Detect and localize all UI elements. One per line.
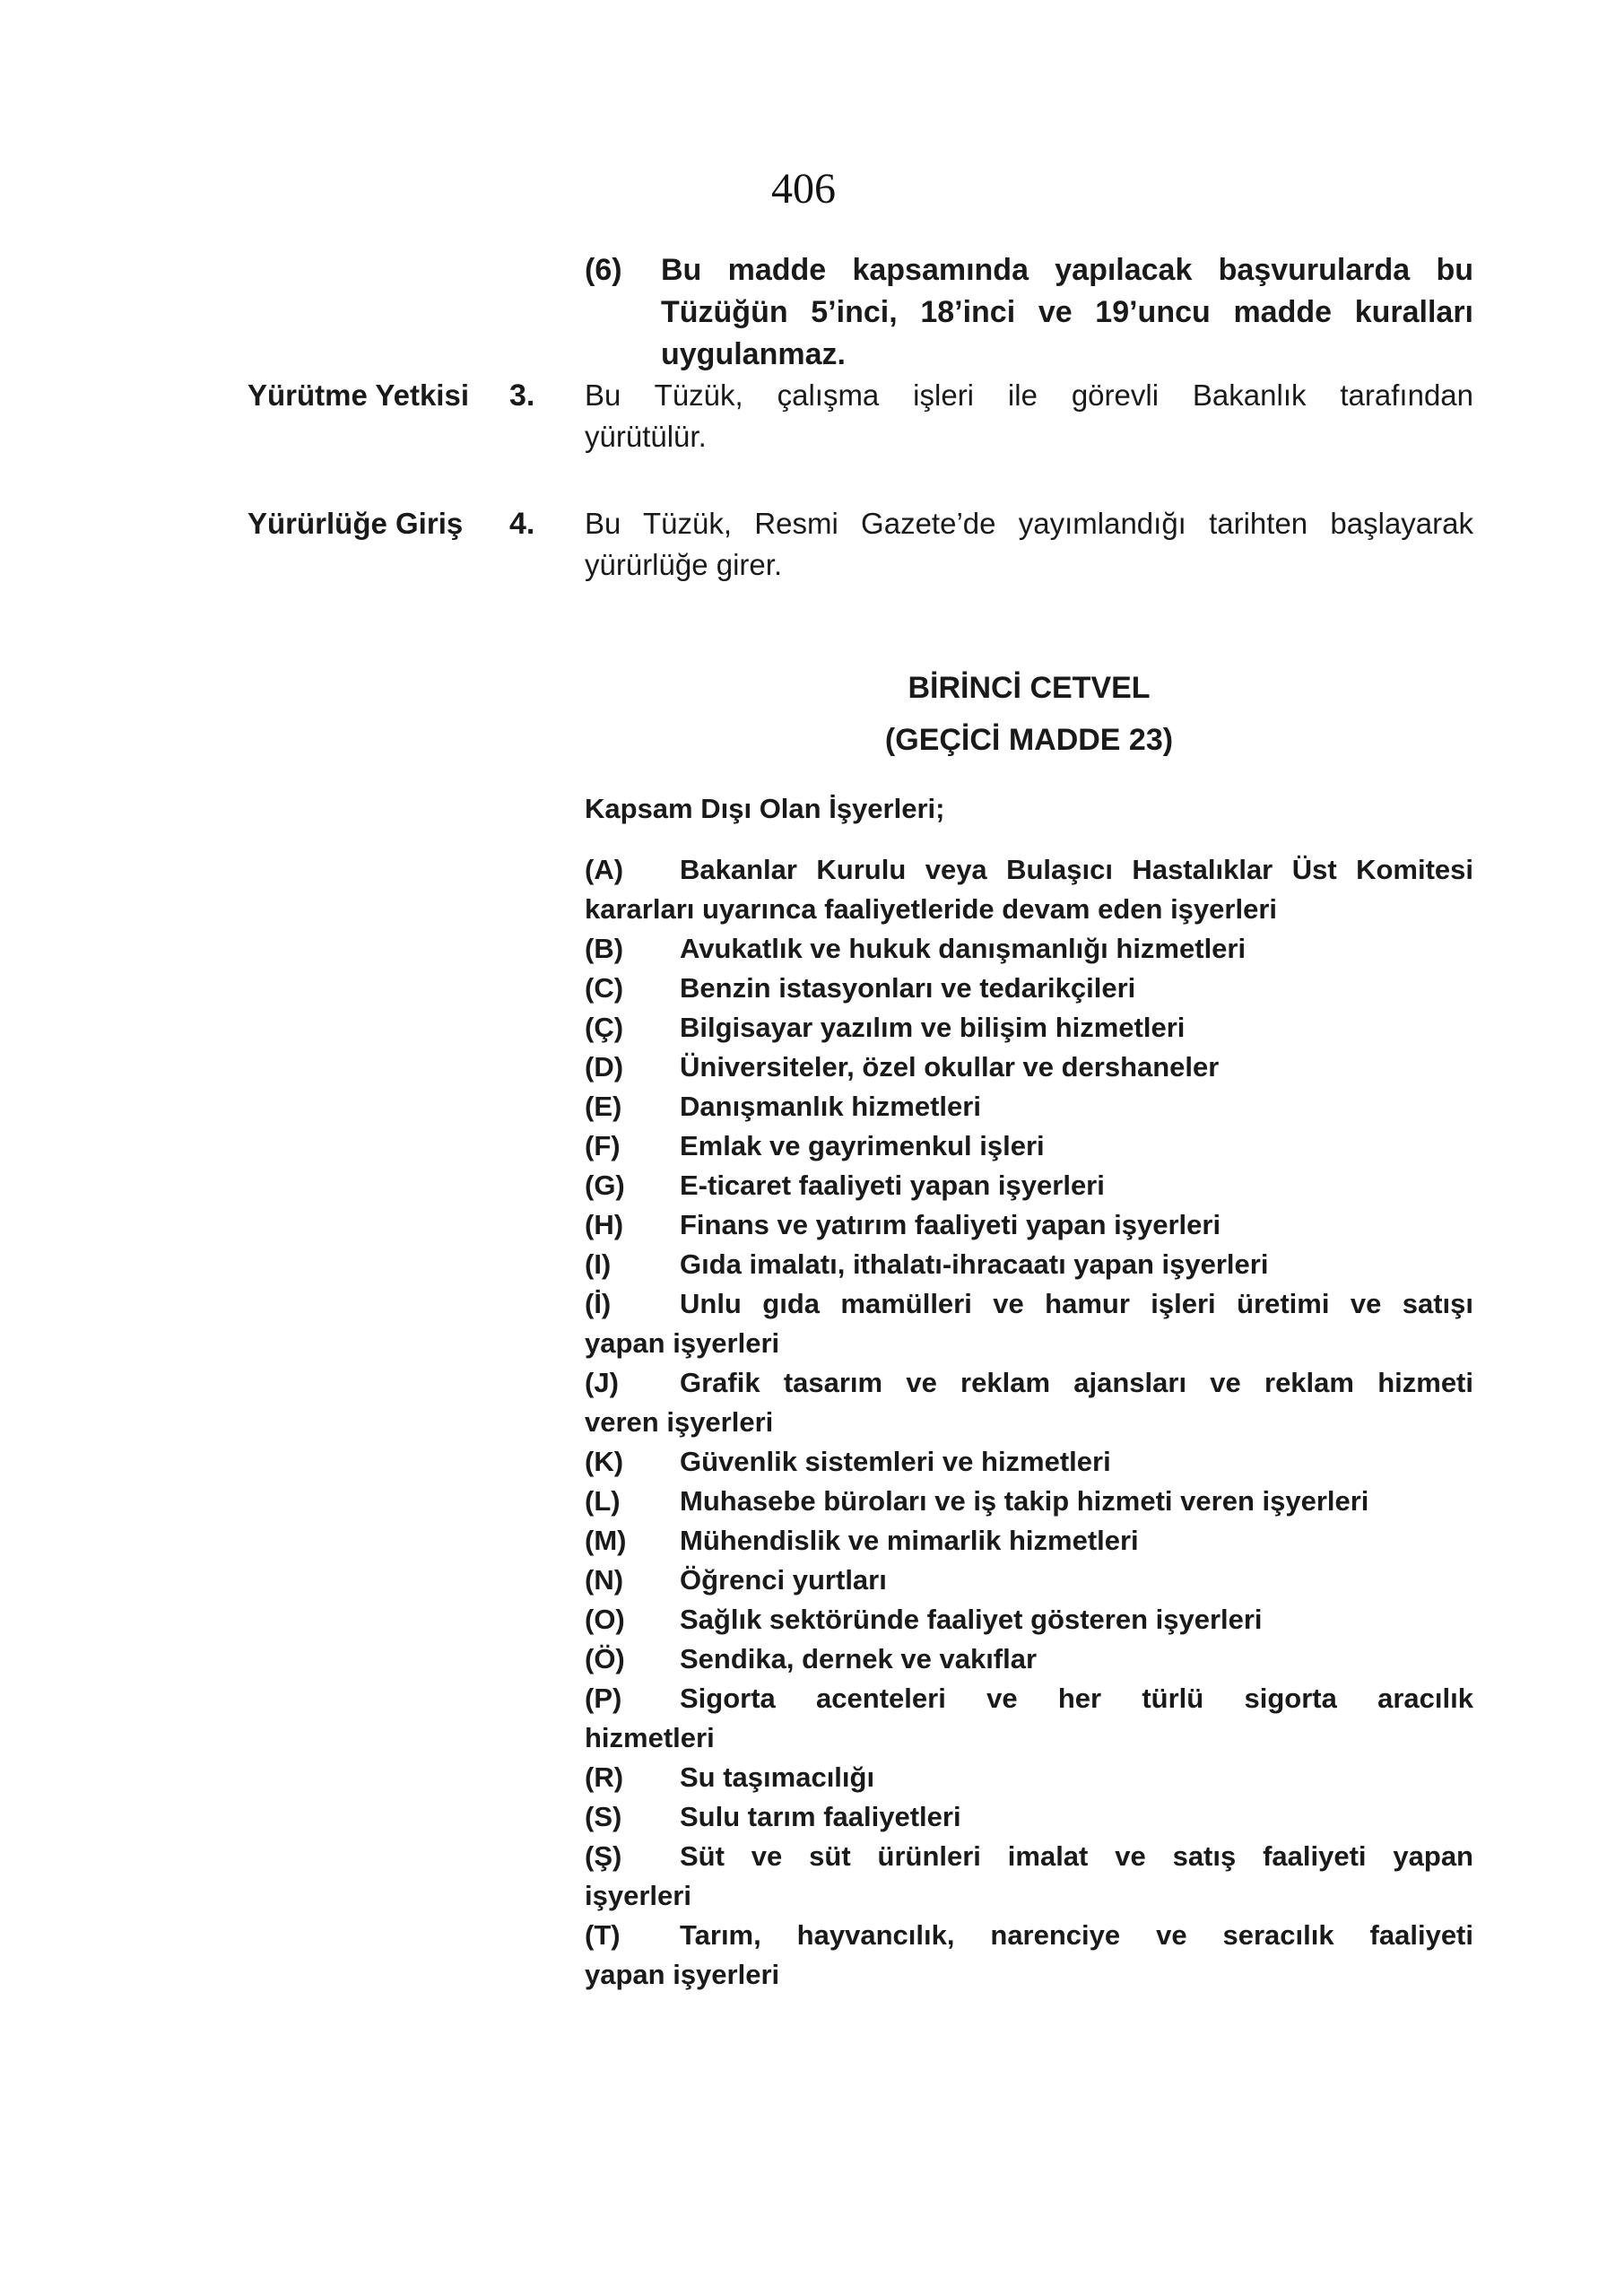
article-3 [248, 375, 1473, 457]
list-item-P [585, 1679, 1473, 1718]
list-item-İ-letter: (İ) [585, 1288, 612, 1319]
list-item-B-letter: (B) [585, 933, 624, 964]
article-3-number: 3. [509, 378, 535, 413]
paragraph-6-line-3: uygulanmaz. [661, 337, 846, 371]
article-4 [248, 503, 1473, 586]
list-item-Ş-continuation: işyerleri [585, 1880, 691, 1911]
list-item-E-letter: (E) [585, 1091, 622, 1122]
list-item-J-text: Grafik tasarım ve reklam ajansları ve reklam hizmeti [680, 1367, 1473, 1398]
list-item-I [585, 1245, 1473, 1284]
article-3-line-2: yürütülür. [585, 420, 707, 453]
article-4-line-1: Bu Tüzük, Resmi Gazete’de yayımlandığı tarihten başlayarak [585, 507, 1473, 540]
list-item-J [585, 1363, 1473, 1403]
list-item-N-text: Öğrenci yurtları [680, 1564, 887, 1596]
schedule-title [585, 662, 1473, 766]
list-item-T [585, 1916, 1473, 1955]
list-item-O [585, 1600, 1473, 1639]
list-item-N-letter: (N) [585, 1564, 624, 1596]
article-4-line-2: yürürlüğe girer. [585, 548, 783, 581]
list-item-F-text: Emlak ve gayrimenkul işleri [680, 1130, 1045, 1161]
list-item-A-text: Bakanlar Kurulu veya Bulaşıcı Hastalıklar Üst Komitesi [680, 854, 1473, 885]
list-item-Ç-letter: (Ç) [585, 1012, 624, 1043]
list-item-T-continuation: yapan işyerleri [585, 1959, 780, 1990]
page-number: 406 [771, 165, 836, 213]
list-item-R [585, 1758, 1473, 1797]
list-item-Ş-letter: (Ş) [585, 1840, 622, 1872]
list-item-C-text: Benzin istasyonları ve tedarikçileri [680, 972, 1136, 1004]
list-item-G-text: E-ticaret faaliyeti yapan işyerleri [680, 1170, 1105, 1201]
list-item-Ş-text: Süt ve süt ürünleri imalat ve satış faaliyeti yapan [680, 1840, 1473, 1872]
list-item-M [585, 1521, 1473, 1561]
list-item-O-text: Sağlık sektöründe faaliyet gösteren işyerleri [680, 1604, 1263, 1635]
list-item-K-letter: (K) [585, 1446, 624, 1477]
list-item-P-text: Sigorta acenteleri ve her türlü sigorta aracılık [680, 1683, 1473, 1714]
list-item-R-text: Su taşımacılığı [680, 1761, 875, 1793]
schedule-title-line-1: BİRİNCİ CETVEL [908, 671, 1151, 705]
list-item-T-letter: (T) [585, 1919, 621, 1951]
schedule-intro: Kapsam Dışı Olan İşyerleri; [585, 793, 945, 824]
list-item-M-letter: (M) [585, 1525, 627, 1556]
paragraph-6-marker: (6) [585, 253, 622, 287]
list-item-D [585, 1048, 1473, 1087]
list-item-E-text: Danışmanlık hizmetleri [680, 1091, 981, 1122]
list-item-G-letter: (G) [585, 1170, 625, 1201]
list-item-Ç-text: Bilgisayar yazılım ve bilişim hizmetleri [680, 1012, 1186, 1043]
list-item-S-letter: (S) [585, 1801, 622, 1832]
list-item-K-text: Güvenlik sistemleri ve hizmetleri [680, 1446, 1111, 1477]
list-item-D-text: Üniversiteler, özel okullar ve dershaneler [680, 1051, 1220, 1083]
list-item-İ [585, 1284, 1473, 1324]
list-item-H-text: Finans ve yatırım faaliyeti yapan işyerleri [680, 1209, 1221, 1240]
list-item-I-letter: (I) [585, 1248, 612, 1280]
list-item-S-text: Sulu tarım faaliyetleri [680, 1801, 961, 1832]
list-item-Ş [585, 1837, 1473, 1876]
list-item-J-continuation: veren işyerleri [585, 1406, 774, 1438]
paragraph-6-line-2: Tüzüğün 5’inci, 18’inci ve 19’uncu madde kuralları [661, 295, 1473, 329]
list-item-A-letter: (A) [585, 854, 624, 885]
list-item-İ-continuation: yapan işyerleri [585, 1327, 780, 1359]
list-item-A-continuation: kararları uyarınca faaliyetleride devam eden işyerleri [585, 893, 1278, 925]
list-item-A [585, 850, 1473, 890]
article-4-number: 4. [509, 507, 535, 541]
list-item-H [585, 1205, 1473, 1245]
list-item-O-letter: (O) [585, 1604, 625, 1635]
list-item-L-letter: (L) [585, 1485, 621, 1517]
list-item-L-text: Muhasebe büroları ve iş takip hizmeti veren işyerleri [680, 1485, 1369, 1517]
list-item-İ-text: Unlu gıda mamülleri ve hamur işleri üretimi ve satışı [680, 1288, 1473, 1319]
list-item-M-text: Mühendislik ve mimarlik hizmetleri [680, 1525, 1139, 1556]
list-item-H-letter: (H) [585, 1209, 624, 1240]
schedule-title-line-2: (GEÇİCİ MADDE 23) [884, 723, 1174, 757]
list-item-L [585, 1482, 1473, 1521]
article-4-side-label: Yürürlüğe Giriş [248, 507, 464, 540]
list-item-Ö [585, 1639, 1473, 1679]
list-item-S [585, 1797, 1473, 1837]
article-3-line-1: Bu Tüzük, çalışma işleri ile görevli Bakanlık tarafından [585, 378, 1473, 412]
list-item-B-text: Avukatlık ve hukuk danışmanlığı hizmetleri [680, 933, 1247, 964]
list-item-Ö-letter: (Ö) [585, 1643, 625, 1674]
list-item-F [585, 1126, 1473, 1166]
list-item-K [585, 1442, 1473, 1482]
list-item-Ö-text: Sendika, dernek ve vakıflar [680, 1643, 1038, 1674]
list-item-R-letter: (R) [585, 1761, 624, 1793]
list-item-N [585, 1561, 1473, 1600]
article-paragraph-6 [585, 249, 1473, 376]
list-item-D-letter: (D) [585, 1051, 624, 1083]
schedule-list [585, 850, 1473, 1995]
list-item-P-continuation: hizmetleri [585, 1722, 715, 1753]
list-item-I-text: Gıda imalatı, ithalatı-ihracaatı yapan işyerleri [680, 1248, 1269, 1280]
list-item-P-letter: (P) [585, 1683, 622, 1714]
list-item-B [585, 929, 1473, 969]
list-item-E [585, 1087, 1473, 1126]
list-item-Ç [585, 1008, 1473, 1048]
list-item-G [585, 1166, 1473, 1205]
article-3-side-label: Yürütme Yetkisi [248, 378, 470, 412]
list-item-J-letter: (J) [585, 1367, 619, 1398]
list-item-F-letter: (F) [585, 1130, 621, 1161]
paragraph-6-line-1: Bu madde kapsamında yapılacak başvurularda bu [661, 253, 1473, 287]
list-item-C [585, 969, 1473, 1008]
list-item-T-text: Tarım, hayvancılık, narenciye ve seracılık faaliyeti [680, 1919, 1473, 1951]
list-item-C-letter: (C) [585, 972, 624, 1004]
